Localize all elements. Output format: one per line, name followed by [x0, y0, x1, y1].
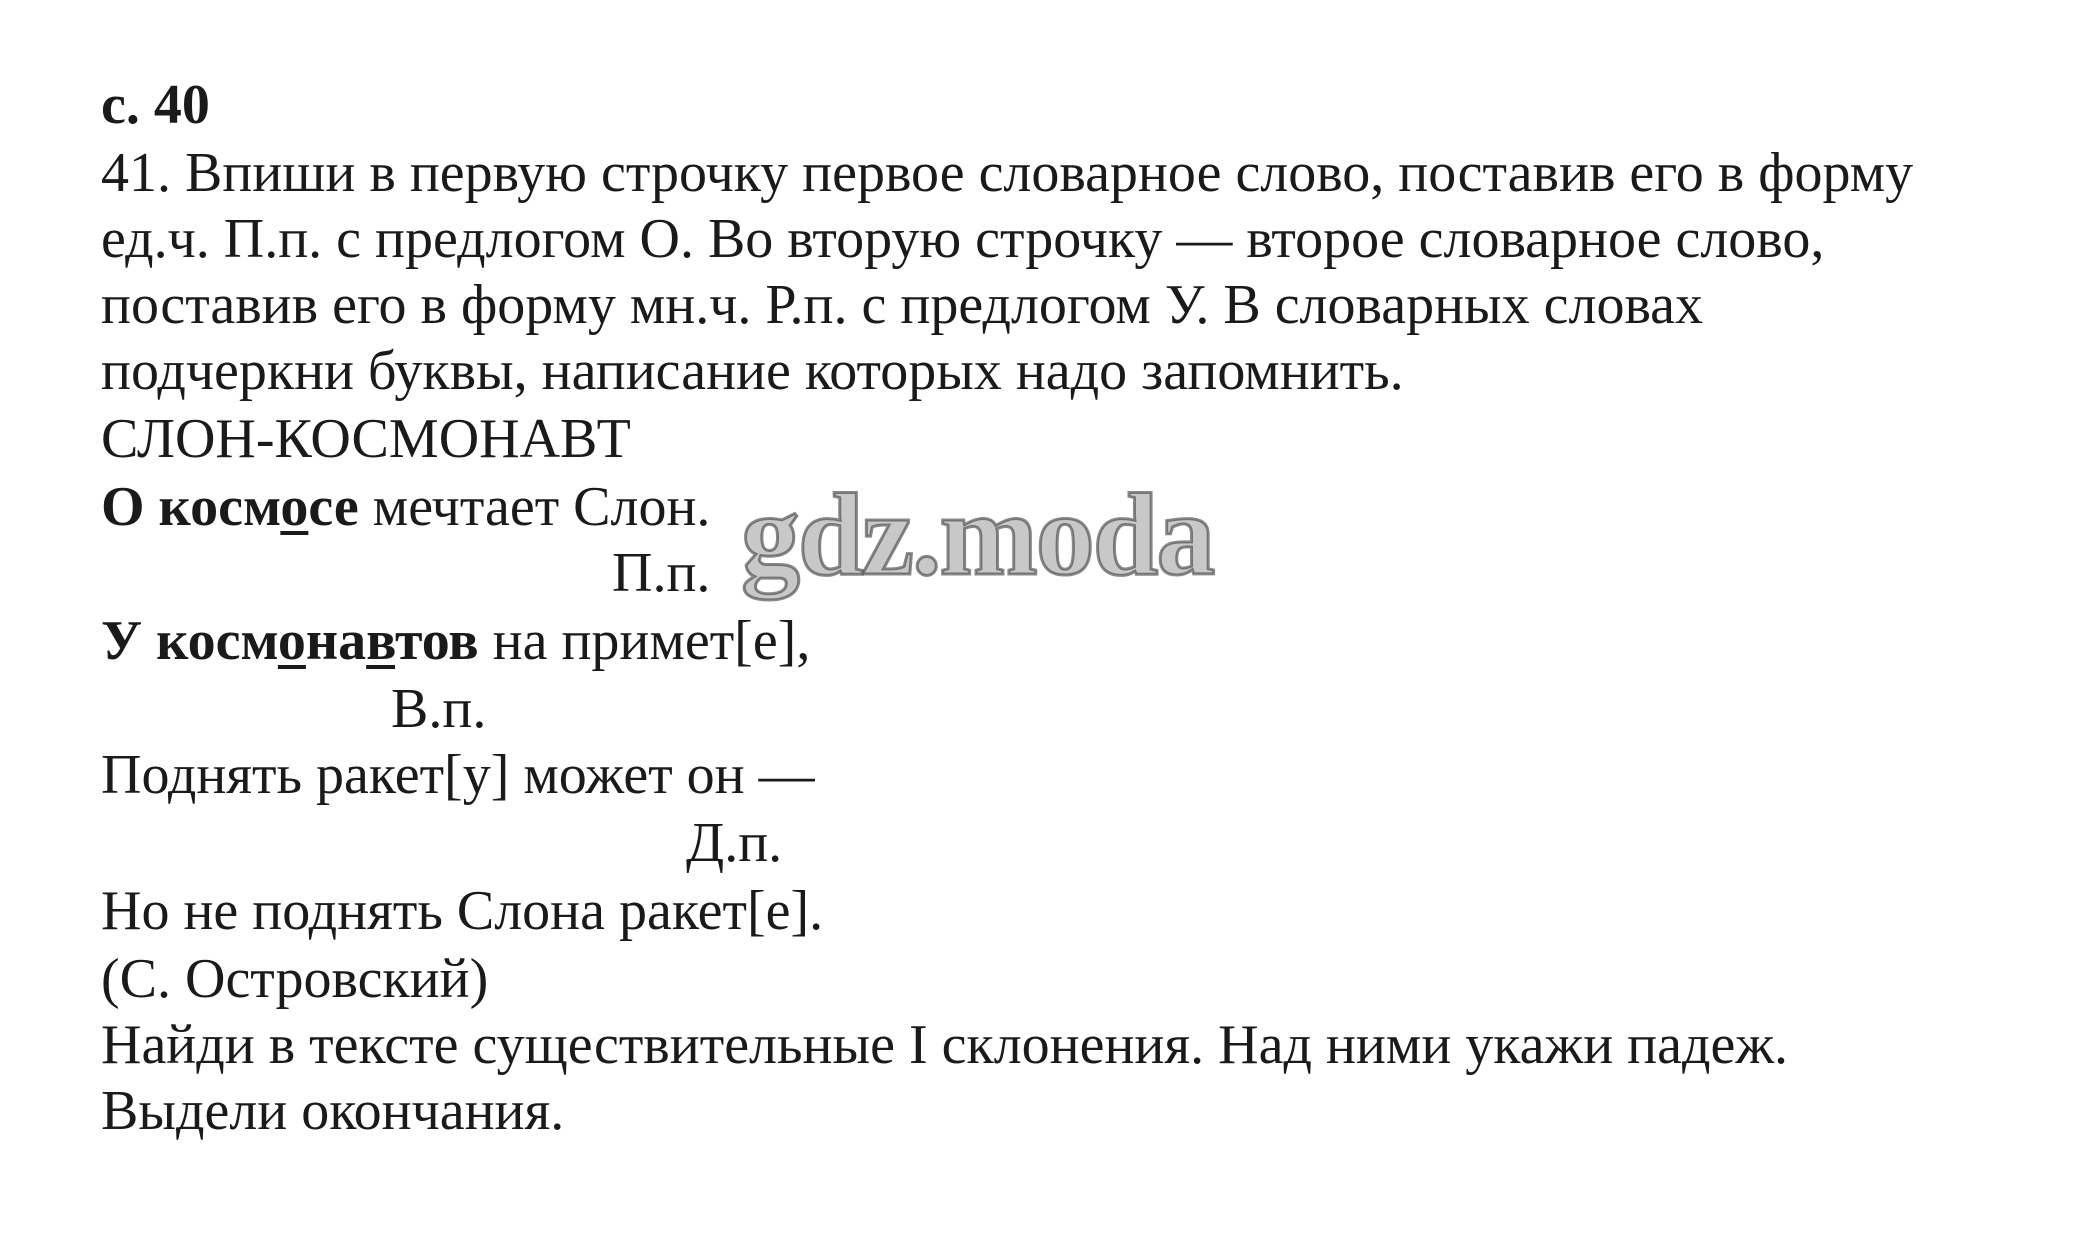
page-number: с. 40	[101, 74, 210, 136]
poem-line-rest: мечтает Слон.	[358, 476, 711, 538]
case-label-2: В.п.	[391, 678, 487, 740]
poem-line-4: Но не поднять Слона ракет[е].	[101, 880, 824, 942]
dictionary-words: СЛОН-КОСМОНАВТ	[101, 408, 631, 470]
poem-line-1	[101, 474, 710, 540]
poem-line-3: Поднять ракет[у] может он —	[101, 744, 815, 806]
case-label-1: П.п.	[612, 542, 711, 604]
underlined-letter: в	[366, 610, 396, 672]
task-text-line-2: ед.ч. П.п. с предлогом О. Во вторую строчку — второе словарное слово,	[101, 208, 1825, 270]
underlined-letter: о	[280, 476, 309, 538]
footer-text-line-1: Найди в тексте существительные I склонения. Над ними укажи падеж.	[101, 1014, 1789, 1076]
watermark-text: gdz.moda	[741, 470, 1214, 600]
poem-author: (С. Островский)	[101, 948, 489, 1010]
task-text-line-3: поставив его в форму мн.ч. Р.п. с предлогом У. В словарных словах	[101, 274, 1704, 336]
bold-word-part: тов	[395, 610, 479, 672]
bold-word-part: У косм	[101, 610, 278, 672]
poem-line-rest: на примет[е],	[478, 610, 811, 672]
bold-word-part: О косм	[101, 476, 281, 538]
footer-text-line-2: Выдели окончания.	[101, 1080, 565, 1142]
underlined-letter: о	[277, 610, 306, 672]
task-text-line-4: подчеркни буквы, написание которых надо запомнить.	[101, 340, 1404, 402]
case-label-3: Д.п.	[686, 812, 783, 874]
bold-word-part: на	[305, 610, 367, 672]
task-text-line-1: 41. Впиши в первую строчку первое словарное слово, поставив его в форму	[101, 142, 1914, 204]
poem-line-2	[101, 608, 810, 674]
watermark-logo	[735, 470, 1335, 610]
bold-word-part: се	[308, 476, 359, 538]
